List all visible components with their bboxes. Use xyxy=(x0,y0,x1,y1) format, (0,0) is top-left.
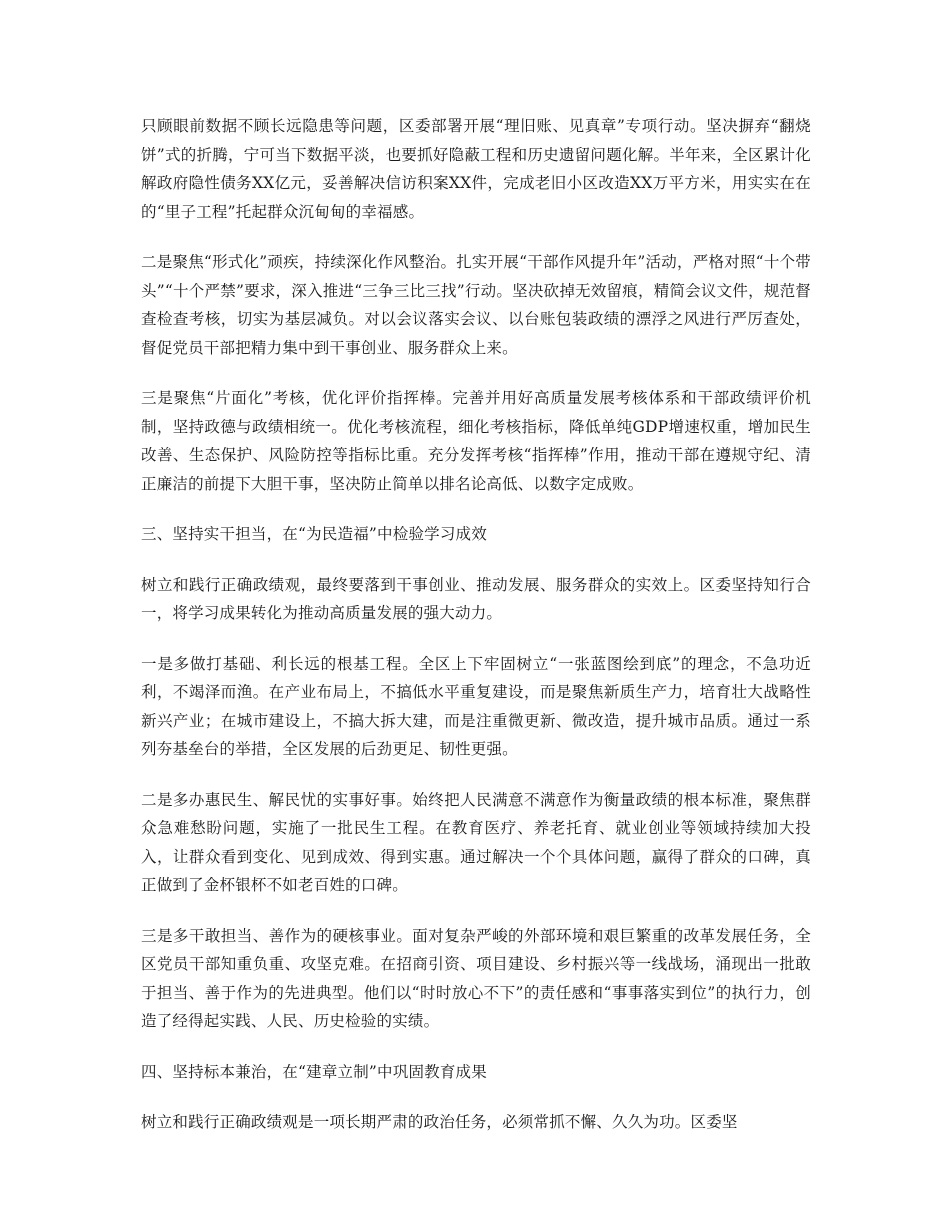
paragraph-hardcore-undertakings: 三是多干敢担当、善作为的硬核事业。面对复杂严峻的外部环境和艰巨繁重的改革发展任务，全区党员干部知重负重、攻坚克难。在招商引资、项目建设、乡村振兴等一线战场，涌现出一批敢于担当、善于作为的先进典型。他们以“时时放心不下”的责任感和“事事落实到位”的执行力，创造了经得起实践、人民、历史检验的实绩。 xyxy=(141,926,811,1030)
paragraph-section-4-intro: 树立和践行正确政绩观是一项长期严肃的政治任务，必须常抓不懈、久久为功。区委坚 xyxy=(141,1113,738,1131)
paragraph-evaluation-baton: 三是聚焦“片面化”考核，优化评价指挥棒。完善并用好高质量发展考核体系和干部政绩评价机制，坚持政德与政绩相统一。优化考核流程，细化考核指标，降低单纯GDP增速权重，增加民生改善、生态保护、风险防控等指标比重。充分发挥考核“指挥棒”作用，推动干部在遵规守纪、清正廉洁的前提下大胆干事，坚决防止简单以排名论高低、以数字定成败。 xyxy=(141,389,811,493)
paragraph-debt-resolution: 只顾眼前数据不顾长远隐患等问题，区委部署开展“理旧账、见真章”专项行动。坚决摒弃“翻烧饼”式的折腾，宁可当下数据平淡，也要抓好隐蔽工程和历史遗留问题化解。半年来，全区累计化解政府隐性债务XX亿元，妥善解决信访积案XX件，完成老旧小区改造XX万平方米，用实实在在的“里子工程”托起群众沉甸甸的幸福感。 xyxy=(141,117,811,221)
paragraph-style-rectification: 二是聚焦“形式化”顽疾，持续深化作风整治。扎实开展“干部作风提升年”活动，严格对照“十个带头”“十个严禁”要求，深入推进“三争三比三找”行动。坚决砍掉无效留痕，精简会议文件，规范督查检查考核，切实为基层减负。对以会议落实会议、以台账包装政绩的漂浮之风进行严厉查处，督促党员干部把精力集中到干事创业、服务群众上来。 xyxy=(141,253,811,357)
document-body xyxy=(141,112,811,1159)
section-heading-3: 三、坚持实干担当，在“为民造福”中检验学习成效 xyxy=(141,525,487,543)
paragraph-livelihood-projects: 二是多办惠民生、解民忧的实事好事。始终把人民满意不满意作为衡量政绩的根本标准，聚焦群众急难愁盼问题，实施了一批民生工程。在教育医疗、养老托育、就业创业等领域持续加大投入，让群众看到变化、见到成效、得到实惠。通过解决一个个具体问题，赢得了群众的口碑，真正做到了金杯银杯不如老百姓的口碑。 xyxy=(141,790,811,894)
paragraph-section-3-intro: 树立和践行正确政绩观，最终要落到干事创业、推动发展、服务群众的实效上。区委坚持知行合一，将学习成果转化为推动高质量发展的强大动力。 xyxy=(141,575,811,622)
section-heading-4: 四、坚持标本兼治，在“建章立制”中巩固教育成果 xyxy=(141,1062,487,1081)
paragraph-foundation-projects: 一是多做打基础、利长远的根基工程。全区上下牢固树立“一张蓝图绘到底”的理念，不急功近利，不竭泽而渔。在产业布局上，不搞低水平重复建设，而是聚焦新质生产力，培育壮大战略性新兴产业；在城市建设上，不搞大拆大建，而是注重微更新、微改造，提升城市品质。通过一系列夯基垒台的举措，全区发展的后劲更足、韧性更强。 xyxy=(141,654,811,758)
